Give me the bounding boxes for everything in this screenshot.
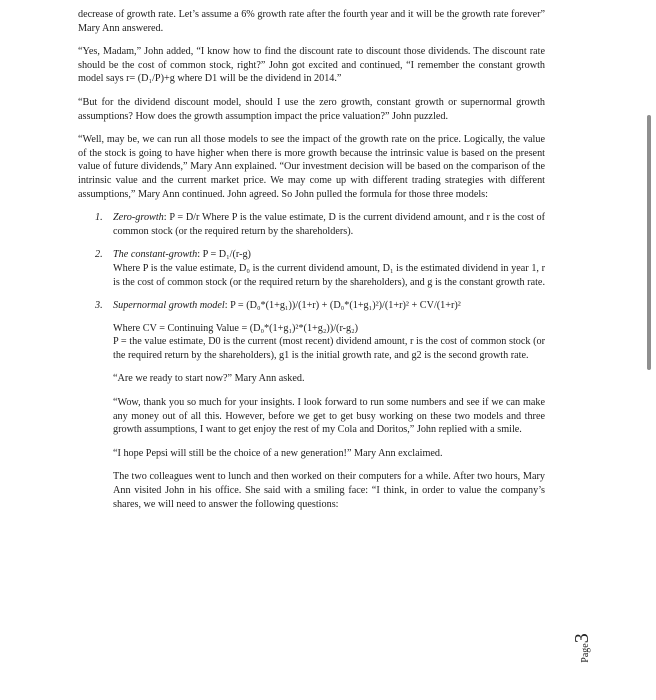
paragraph-run-models: “Well, may be, we can run all those models to see the impact of the growth rate on the price. Logically, the value of the stock is going to have higher when there is more growth because the intrinsic value is based on the present value of future dividends,” Mary Ann explained. “Our investment decision will be based on the comparison of the intrinsic value and the current market price. We may come up with different trading strategies with different assumptions,” Mary Ann continued. John agreed. So John pulled the formula for those three models:: [78, 134, 545, 200]
model-item-zero-growth: [78, 211, 545, 238]
model-detail: Where P is the value estimate, D₀ is the current dividend amount, D₁ is the estimated dividend in year 1, r is the cost of common stock (or the required return by the shareholders), and g is the constant growth rate.: [113, 262, 545, 288]
paragraph-growth-question: “But for the dividend discount model, should I use the zero growth, constant growth or supernormal growth assumptions? How does the growth assumption impact the price valuation?” John puzzled.: [78, 96, 545, 122]
model-number: 3.: [95, 300, 103, 312]
model-number: 1.: [95, 212, 103, 224]
model-number: 2.: [95, 249, 103, 261]
model-detail-variables: P = the value estimate, D0 is the current (most recent) dividend amount, r is the cost of common stock (or the required return by the shareholders), g1 is the initial growth rate, and g2 is the second growth rate.: [113, 336, 545, 361]
vertical-scrollbar[interactable]: [647, 115, 651, 370]
page-number: 3: [571, 633, 593, 644]
paragraph-ready: “Are we ready to start now?” Mary Ann asked.: [113, 373, 305, 385]
model-name: Supernormal growth model: [113, 300, 225, 312]
document-body: [78, 8, 545, 521]
models-list: [78, 211, 545, 362]
model-name: The constant-growth: [113, 249, 198, 261]
model-item-constant-growth: [78, 248, 545, 289]
model-formula: : P = D/r Where P is the value estimate, D is the current dividend amount, and r is the cost of common stock (or the required return by the shareholders).: [113, 212, 545, 237]
paragraph-pepsi: “I hope Pepsi will still be the choice of a new generation!” Mary Ann exclaimed.: [113, 447, 443, 459]
model-name: Zero-growth: [113, 212, 164, 224]
model-item-supernormal-growth: [78, 299, 545, 362]
model-detail-continuing-value: Where CV = Continuing Value = (D₀*(1+g₁)²*(1+g₂))/(r-g₂): [113, 322, 359, 334]
paragraph-growth-rate: decrease of growth rate. Let’s assume a 6% growth rate after the fourth year and it will be the growth rate forever” Mary Ann answered.: [78, 9, 545, 34]
paragraph-discount-rate: “Yes, Madam,” John added, “I know how to find the discount rate to discount those dividends. The discount rate should be the cost of common stock, right?” John got excited and continued, “I remember the constant growth model says r= (D₁/P)+g where D1 will be the dividend in 2014.”: [78, 46, 545, 85]
model-formula: : P = D₁/(r-g): [197, 249, 251, 261]
paragraph-john-reply: “Wow, thank you so much for your insights. I look forward to run some numbers and see if we can make any money out of all this. However, before we get to get busy working on these two models and three growth assumptions, I want to get enjoy the rest of my Cola and Doritos,” John replied with a smile.: [113, 397, 545, 436]
paragraph-questions-intro: The two colleagues went to lunch and then worked on their computers for a while. After two hours, Mary Ann visited John in his office. She said with a smiling face: “I think, in order to value the company’s shares, we will need to answer the following questions:: [113, 471, 545, 510]
page-number-label: [571, 618, 611, 678]
page-word: Page: [580, 643, 591, 663]
closing-section: [78, 372, 545, 511]
model-formula: : P = (D₀*(1+g₁))/(1+r) + (D₀*(1+g₁)²)/(1+r)² + CV/(1+r)²: [224, 300, 461, 312]
